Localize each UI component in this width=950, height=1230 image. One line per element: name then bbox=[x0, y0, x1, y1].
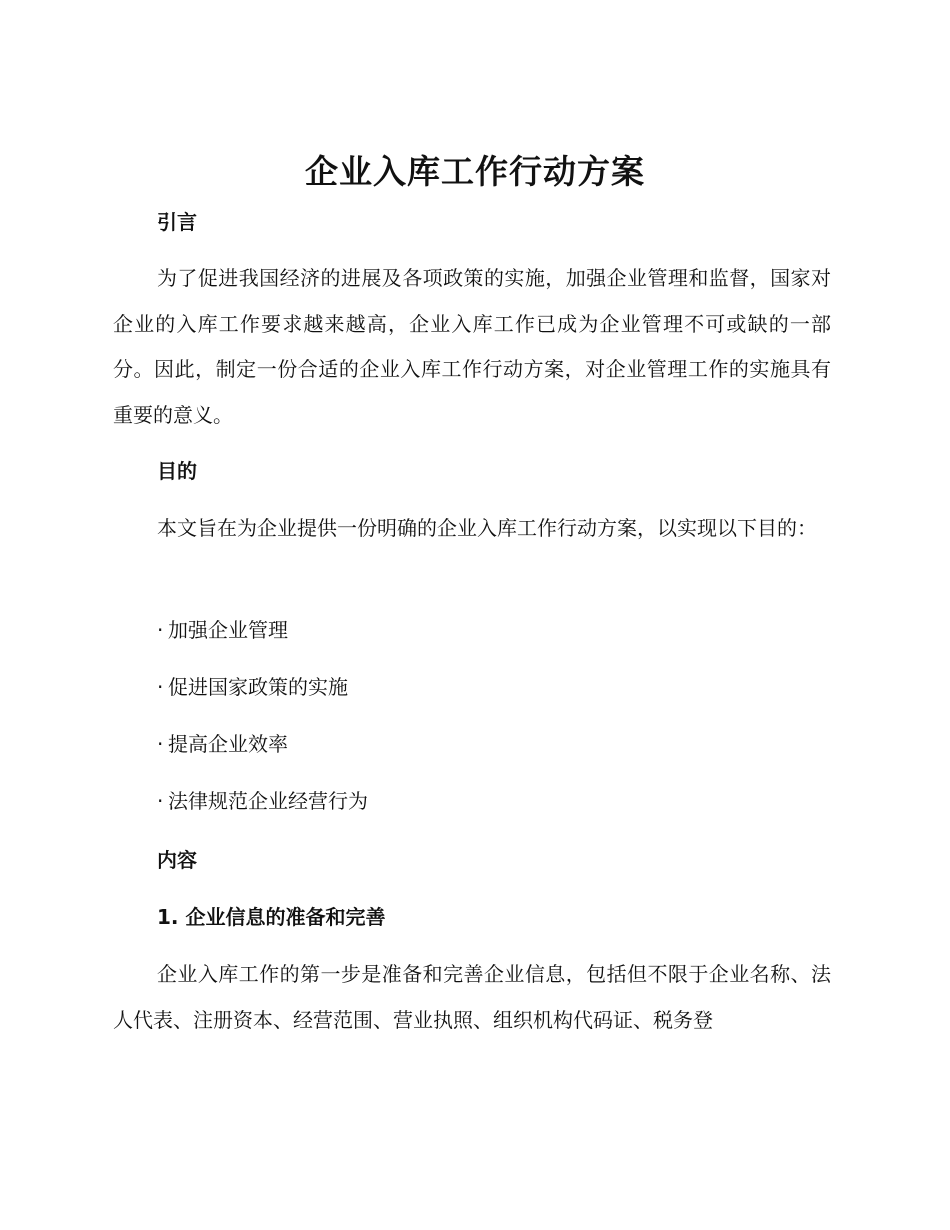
list-item bbox=[157, 672, 348, 702]
bullet-text: 加强企业管理 bbox=[168, 618, 288, 642]
section-heading-content: 内容 bbox=[157, 848, 197, 872]
bullet-marker: · bbox=[157, 675, 164, 699]
subsection-heading-1: 1. 企业信息的准备和完善 bbox=[157, 905, 386, 929]
bullet-marker: · bbox=[157, 618, 164, 642]
page-title: 企业入库工作行动方案 bbox=[305, 152, 645, 191]
subsection-1-paragraph: 企业入库工作的第一步是准备和完善企业信息，包括但不限于企业名称、法人代表、注册资本、经营范围、营业执照、组织机构代码证、税务登 bbox=[113, 962, 831, 1032]
bullet-marker: · bbox=[157, 789, 164, 813]
section-heading-purpose: 目的 bbox=[157, 459, 197, 483]
section-heading-intro: 引言 bbox=[157, 210, 197, 234]
bullet-text: 促进国家政策的实施 bbox=[168, 675, 348, 699]
list-item bbox=[157, 615, 288, 645]
intro-paragraph: 为了促进我国经济的进展及各项政策的实施，加强企业管理和监督，国家对企业的入库工作要求越来越高，企业入库工作已成为企业管理不可或缺的一部分。因此，制定一份合适的企业入库工作行动方案，对企业管理工作的实施具有重要的意义。 bbox=[113, 266, 831, 427]
list-item bbox=[157, 729, 288, 759]
list-item bbox=[157, 786, 368, 816]
bullet-text: 法律规范企业经营行为 bbox=[168, 789, 368, 813]
purpose-paragraph: 本文旨在为企业提供一份明确的企业入库工作行动方案，以实现以下目的： bbox=[157, 516, 817, 540]
bullet-marker: · bbox=[157, 732, 164, 756]
bullet-text: 提高企业效率 bbox=[168, 732, 288, 756]
